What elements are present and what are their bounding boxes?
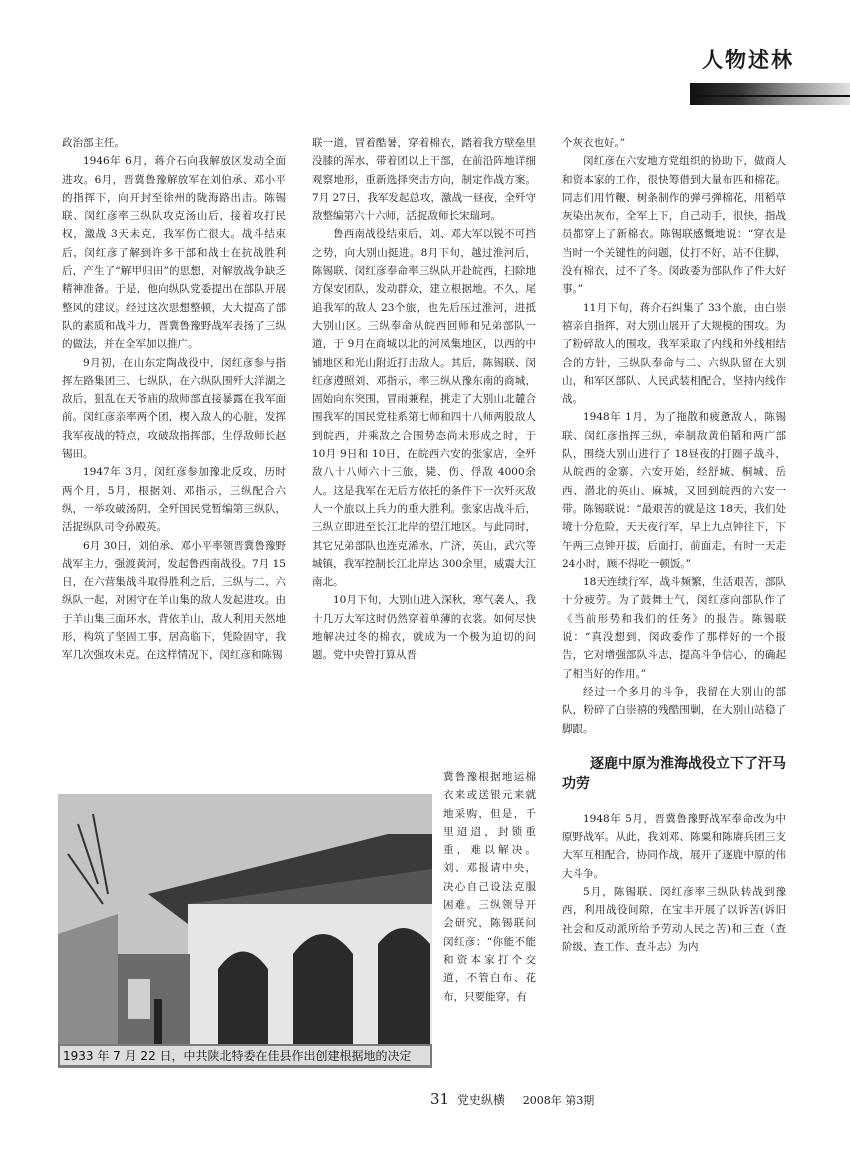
paragraph: 10月下旬，大别山进入深秋，寒气袭人，我十几万大军这时仍然穿着单薄的衣裳。如何尽快地解决过冬的棉衣，就成为一个极为迫切的问题。党中央曾打算从晋 — [312, 594, 536, 662]
paragraph: 1948年 1月，为了拖散和疲惫敌人，陈锡联、闵红彦指挥三纵，牵制敌黄伯韬和两广部队，围绕大别山进行了 18昼夜的打圈子战斗，从皖西的金寨、六安开始，经舒城、桐城、岳西、潜北的英山、麻城，又回到皖西的六安一带。陈锡联说：“最艰苦的就是这 18天，我们处境十分危险，天天夜行军，早上九点钟往下，下午两三点钟开拔，后面打，前面走，有时一天走 24小时，顾不得吃一顿饭。” — [562, 411, 786, 570]
historical-photo — [58, 794, 432, 1068]
paragraph: 鲁西南战役结束后，刘、邓大军以锐不可挡之势，向大别山挺进。8月下旬，越过淮河后，陈锡联、闵红彦奉命率三纵队开赴皖西，扫除地方保安团队，发动群众，建立根据地。不久，尾追我军的敌人 23个旅，也先后压过淮河，进抵大别山区。三纵奉命从皖西回师和兄弟部队一道，于 9月在商城以北的河凤集地区，以西的中铺地区和光山附近打击敌人。其后，陈锡联、闵红彦遵照刘、邓指示，率三纵从豫东南的商城，固始向东突围，冒雨兼程，挑走了大别山北麓合围我军的国民党桂系第七师和四十八师两股敌人到皖西，并乘敌之合围势态尚未形成之时，于 10月 9日和 10日，在皖西六安的张家店，全歼敌八十八师六十三旅，毙、伤、俘敌 4000余人。这是我军在无后方依托的条件下一次歼灭敌人一个旅以上兵力的重大胜利。张家店战斗后，三纵立即进至长江北岸的望江地区。与此同时，其它兄弟部队也连克浠水，广济，英山，武穴等城镇，我军控制长江北岸达 300余里，威震大江南北。 — [312, 228, 536, 589]
text-column-1 — [62, 134, 286, 665]
text-column-2 — [312, 134, 536, 665]
paragraph: 5月，陈锡联、闵红彦率三纵队转战到豫西，利用战役间隙，在宝丰开展了以诉苦(诉旧社会和反动派所给予劳动人民之苦)和三查（查阶级、查工作、查斗志）为内 — [562, 885, 786, 953]
section-title: 人物述林 — [702, 48, 794, 72]
header-gradient-bar — [690, 83, 850, 105]
issue-label: 2008年 第3期 — [522, 1094, 595, 1107]
text-column-2-wrap — [443, 768, 536, 1006]
text-column-3 — [562, 134, 786, 956]
paragraph: 18天连续行军，战斗频繁，生活艰苦，部队十分疲劳。为了鼓舞士气，闵红彦向部队作了《当前形势和我们的任务》的报告。陈锡联说：“真没想到，闵政委作了那样好的一个报告，它对增强部队斗志，提高斗争信心，的确起了相当好的作用。” — [562, 576, 786, 680]
paragraph: 1948年 5月，晋冀鲁豫野战军奉命改为中原野战军。从此，我刘邓、陈粟和陈赓兵团三支大军互相配合，协同作战，展开了逐鹿中原的伟大斗争。 — [562, 812, 786, 880]
paragraph: 9月初，在山东定陶战役中，闵红彦参与指挥左路集团三、七纵队，在六纵队围歼大洋湖之敌后，狙乱在天爷庙的敌师部直接暴露在我军面前。闵红彦亲率两个团，楔入敌人的心脏，发挥我军夜战的特点，攻破敌指挥部，生俘敌师长赵锡田。 — [62, 356, 286, 461]
journal-name: 党史纵横 — [456, 1093, 505, 1107]
page-footer — [430, 1090, 594, 1108]
paragraph: 6月 30日，刘伯承、邓小平率领晋冀鲁豫野战军主力，强渡黄河，发起鲁西南战役。7月 15日，在六营集战斗取得胜利之后，三纵与二、六纵队一起，对困守在羊山集的敌人发起进攻。由于羊山集三面环水，背依羊山，敌人利用天然地形，构筑了坚固工事，居高临下，凭险固守，我军几次强攻未克。在这样情况下，闵红彦和陈锡 — [62, 539, 286, 662]
paragraph: 闵红彦在六安地方党组织的协助下，做商人和资本家的工作，很快筹借到大量布匹和棉花。同志们用竹鞭、树条制作的弹弓弹棉花，用稻草灰染出灰布，全军上下，自己动手，很快，指战员都穿上了新棉衣。陈锡联感慨地说：“穿衣是当时一个关键性的问题，仗打不好，站不住脚，没有棉衣，过不了冬。闵政委为部队作了件大好事。” — [562, 155, 786, 296]
section-heading: 逐鹿中原为淮海战役立下了汗马功劳 — [562, 755, 786, 792]
paragraph: 1946年 6月，蒋介石向我解放区发动全面进攻。6月，晋冀鲁豫解放军在刘伯承、邓小平的指挥下，向开封至徐州的陇海路出击。陈锡联、闵红彦率三纵队攻克汤山后，接着攻打民权，激战 3天未克，我军伤亡很大。战斗结束后，闵红彦了解到许多干部和战士在抗战胜利后，产生了“解甲归田”的思想，对解放战争缺乏精神准备。于是，他向纵队党委提出在部队开展整风的建议。经过这次思想整顿，大大提高了部队的素质和战斗力，晋冀鲁豫野战军表扬了三纵的做法，并在全军加以推广。 — [62, 155, 286, 351]
paragraph: 经过一个多月的斗争，我留在大别山的部队，粉碎了白崇禧的残酷围剿，在大别山站稳了脚跟。 — [562, 685, 786, 735]
paragraph: 1947年 3月，闵红彦参加豫北反攻，历时两个月，5月，根据刘、邓指示，三纵配合六纵，一举攻破汤阴，全歼国民党暂编第三纵队，活捉纵队司令孙殿英。 — [62, 466, 286, 534]
photo-caption: 1933 年 7 月 22 日，中共陕北特委在佳县作出创建根据地的决定 — [60, 1046, 430, 1065]
paragraph: 个灰衣也好。” — [562, 137, 626, 149]
page-number: 31 — [430, 1090, 450, 1108]
paragraph: 政治部主任。 — [62, 137, 125, 149]
header-rule — [690, 95, 850, 97]
paragraph: 11月下旬，蒋介石纠集了 33个旅，由白崇禧亲自指挥，对大别山展开了大规模的围攻。为了粉碎敌人的围攻，我军采取了内线和外线相结合的方针，三纵队奉命与二、六纵队留在大别山，和军区部队、人民武装相配合，坚持内线作战。 — [562, 301, 786, 406]
paragraph: 联一道，冒着酷暑，穿着棉衣，踏着我方壁垒里没膝的浑水，带着团以上干部，在前沿阵地详细观察地形，重新选择突击方向，制定作战方案。7月 27日，我军发起总攻，激战一昼夜，全歼守敌整编第六十六师，活捉敌师长宋瑞珂。 — [312, 137, 536, 223]
paragraph: 冀鲁豫根据地运棉衣来或送银元来就地采购，但是，千里迢迢，封锁重重，难以解决。刘、邓报请中央，决心自己设法克服困难。三纵领导开会研究，陈锡联问闵红彦：“你能不能和资本家打个交道，不管白布、花布，只要能穿，有 — [443, 771, 536, 1003]
building-illustration — [58, 794, 432, 1068]
